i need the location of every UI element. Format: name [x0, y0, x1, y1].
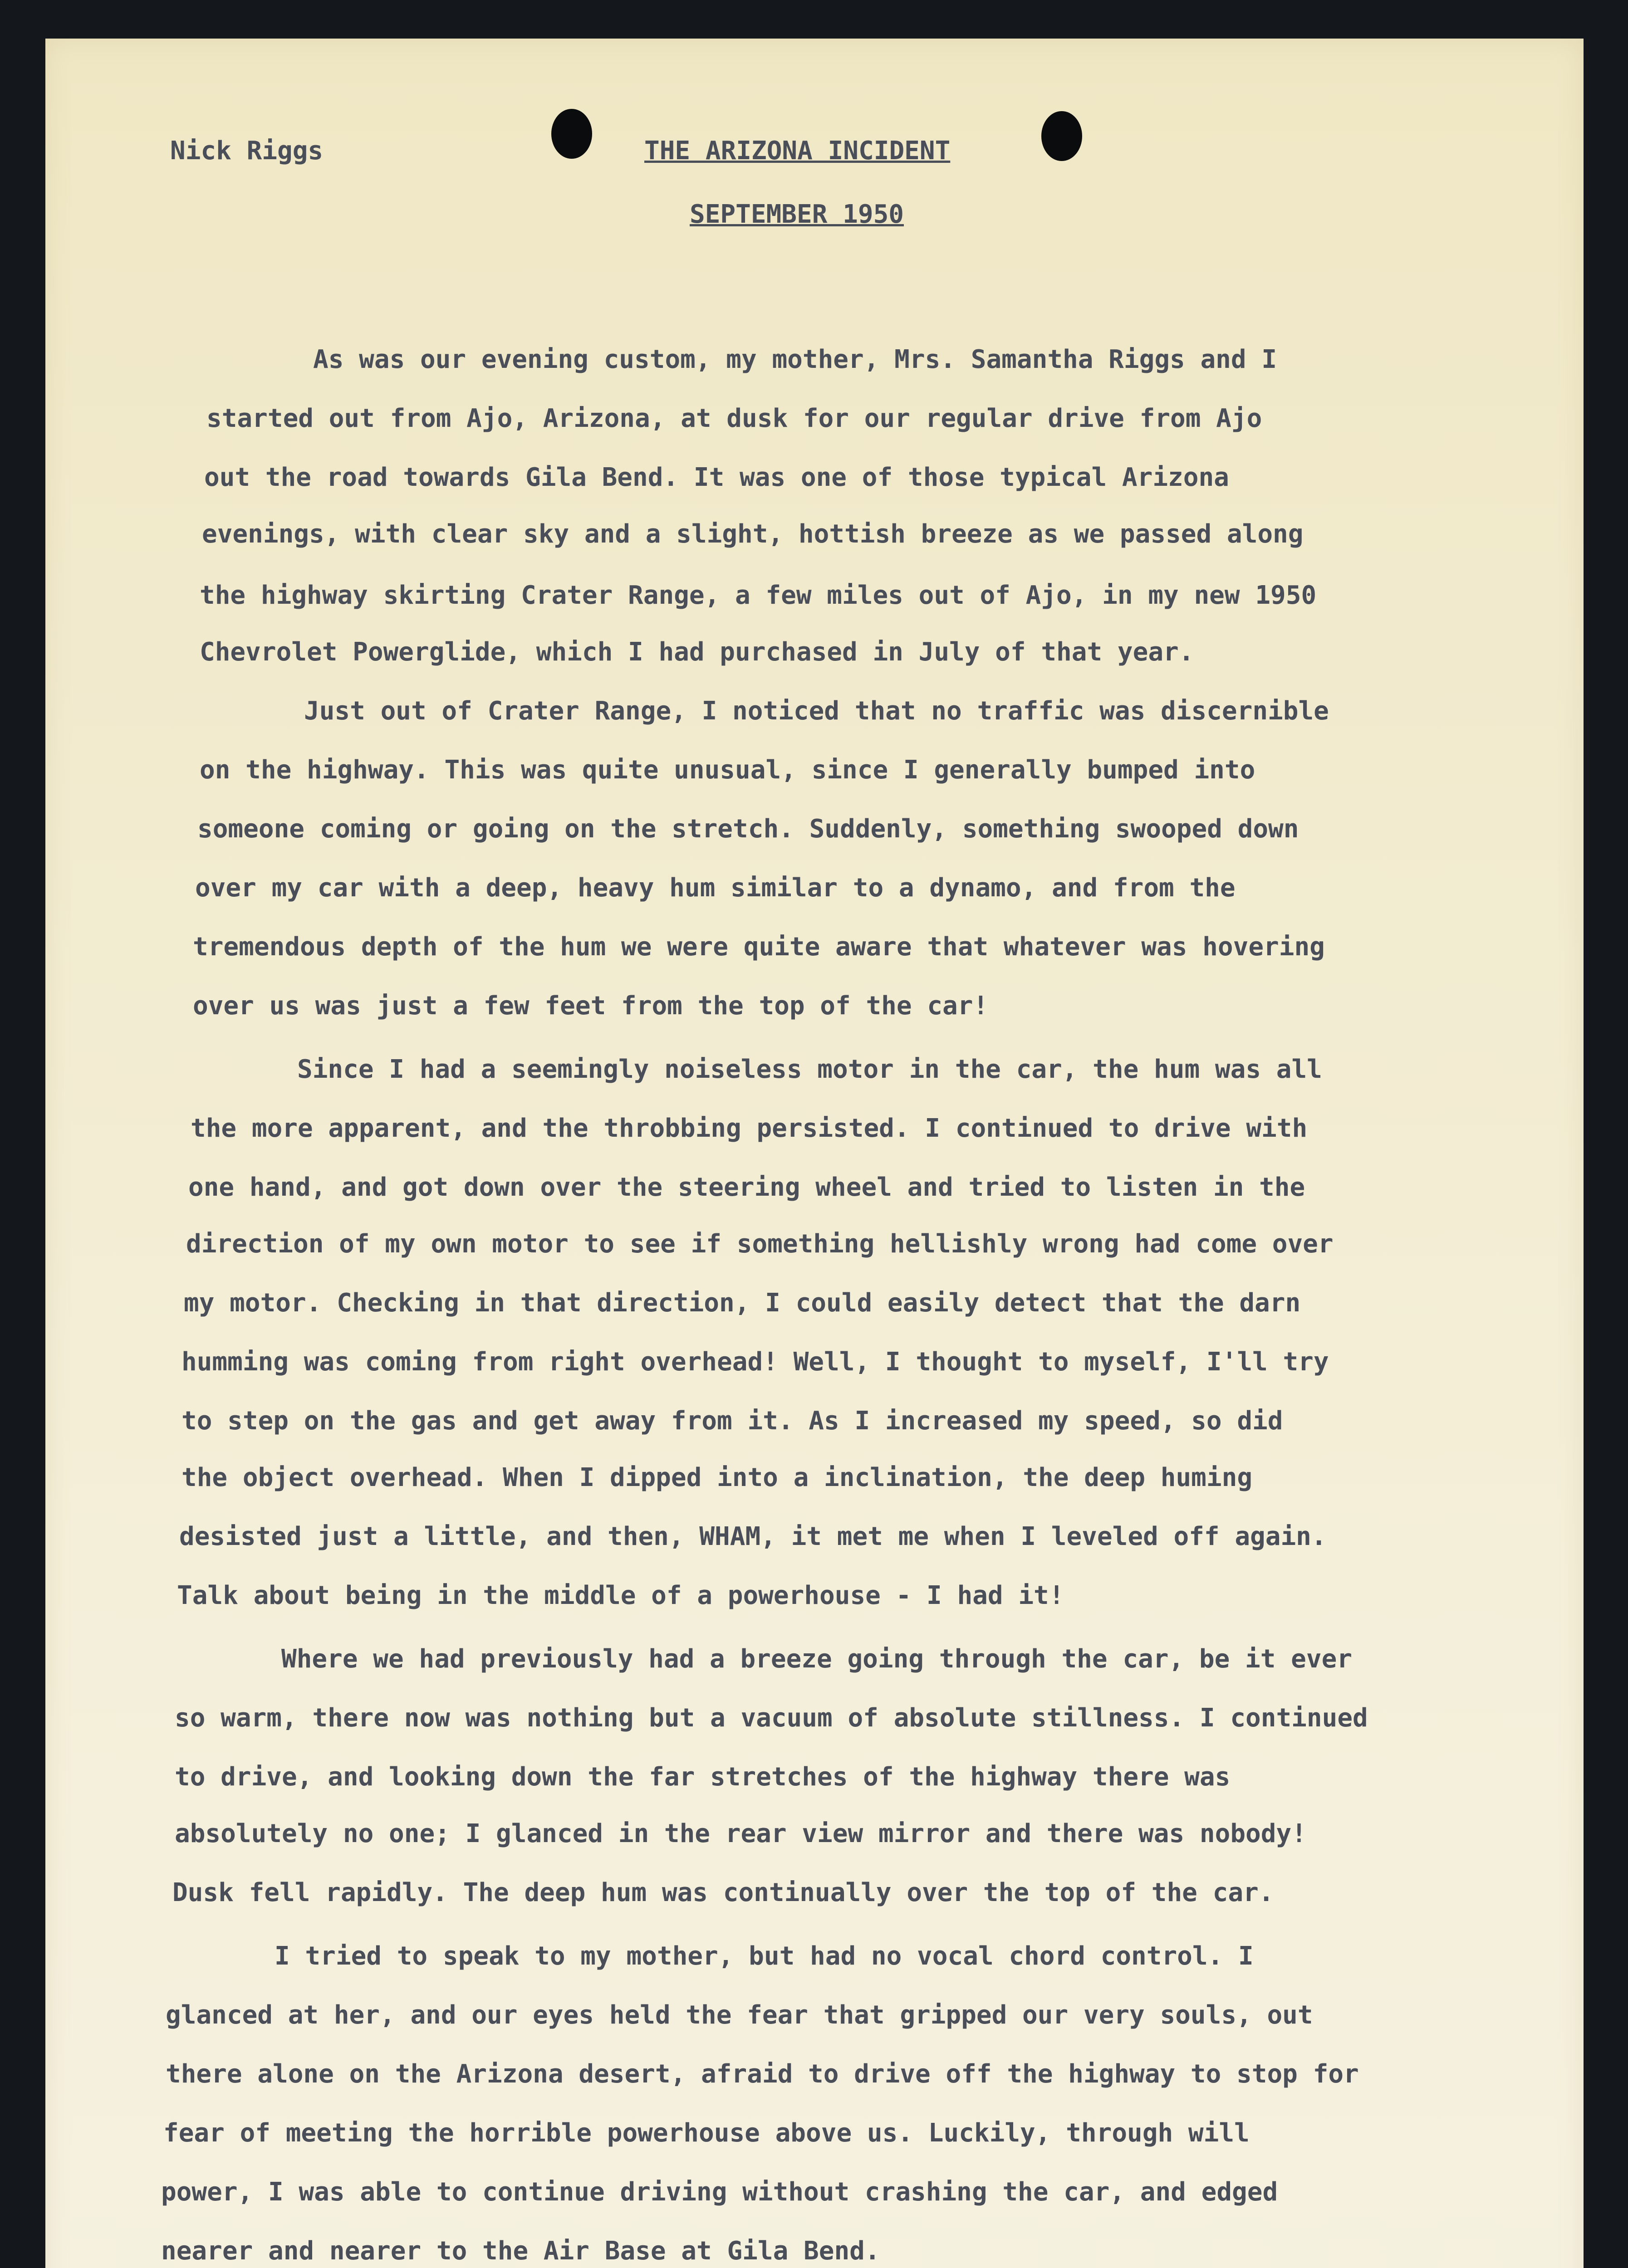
document-title: THE ARIZONA INCIDENT [644, 136, 951, 166]
body-line: there alone on the Arizona desert, afraid to drive off the highway to stop for [166, 2059, 1359, 2089]
body-line: over my car with a deep, heavy hum similar to a dynamo, and from the [195, 873, 1236, 903]
body-line: I tried to speak to my mother, but had no vocal chord control. I [275, 1941, 1254, 1971]
body-line: Chevrolet Powerglide, which I had purchased in July of that year. [200, 637, 1194, 667]
body-line: Dusk fell rapidly. The deep hum was continually over the top of the car. [172, 1878, 1274, 1907]
body-line: nearer and nearer to the Air Base at Gila Bend. [161, 2236, 880, 2266]
body-line: someone coming or going on the stretch. Suddenly, something swooped down [197, 814, 1299, 844]
body-line: so warm, there now was nothing but a vacuum of absolute stillness. I continued [175, 1703, 1368, 1733]
body-line: to drive, and looking down the far stretches of the highway there was [175, 1762, 1231, 1792]
body-line: desisted just a little, and then, WHAM, it met me when I leveled off again. [179, 1522, 1327, 1551]
body-line: As was our evening custom, my mother, Mrs. Samantha Riggs and I [313, 345, 1277, 374]
body-line: the more apparent, and the throbbing persisted. I continued to drive with [191, 1114, 1308, 1143]
body-line: evenings, with clear sky and a slight, hottish breeze as we passed along [202, 519, 1304, 549]
body-line: power, I was able to continue driving without crashing the car, and edged [161, 2177, 1278, 2207]
body-line: tremendous depth of the hum we were quite aware that whatever was hovering [193, 932, 1325, 962]
author-name: Nick Riggs [170, 136, 324, 166]
body-line: started out from Ajo, Arizona, at dusk for our regular drive from Ajo [206, 404, 1262, 433]
body-line: humming was coming from right overhead! Well, I thought to myself, I'll try [181, 1347, 1329, 1377]
body-line: the object overhead. When I dipped into a inclination, the deep huming [181, 1463, 1253, 1492]
punch-hole-right [1041, 111, 1082, 161]
struck-through-line: absolutely no one; I glanced in the rear view mirror and there was nobody! [175, 1819, 1307, 1848]
document-date: SEPTEMBER 1950 [690, 200, 904, 229]
body-line: Where we had previously had a breeze going through the car, be it ever [281, 1644, 1353, 1674]
body-line: Talk about being in the middle of a powerhouse - I had it! [177, 1581, 1064, 1610]
body-line: my motor. Checking in that direction, I could easily detect that the darn [184, 1288, 1301, 1318]
body-line: out the road towards Gila Bend. It was one of those typical Arizona [204, 463, 1229, 492]
body-line: over us was just a few feet from the top of the car! [193, 991, 989, 1021]
body-line: on the highway. This was quite unusual, since I generally bumped into [200, 755, 1255, 785]
body-line: fear of meeting the horrible powerhouse above us. Luckily, through will [163, 2118, 1250, 2148]
body-line: Since I had a seemingly noiseless motor in the car, the hum was all [297, 1055, 1322, 1084]
body-line: Just out of Crater Range, I noticed that no traffic was discernible [304, 696, 1329, 726]
punch-hole-left [551, 109, 592, 159]
body-line: glanced at her, and our eyes held the fear that gripped our very souls, out [166, 2000, 1313, 2030]
body-line: to step on the gas and get away from it. As I increased my speed, so did [181, 1406, 1283, 1436]
body-line: the highway skirting Crater Range, a few miles out of Ajo, in my new 1950 [200, 581, 1317, 610]
body-line: direction of my own motor to see if something hellishly wrong had come over [186, 1229, 1334, 1259]
body-line: one hand, and got down over the steering wheel and tried to listen in the [188, 1173, 1305, 1202]
